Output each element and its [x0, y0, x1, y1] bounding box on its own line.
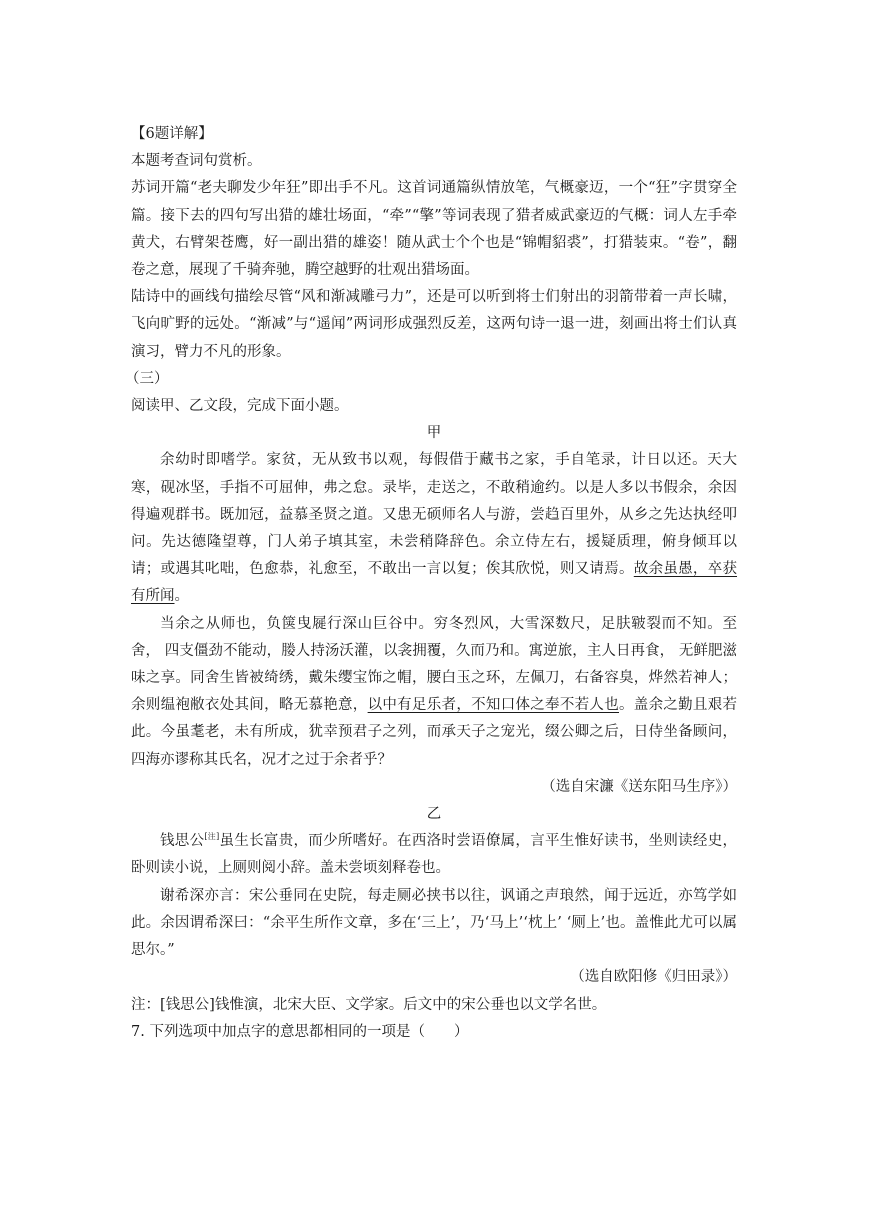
answer-paragraph-lu-shi: 陆诗中的画线句描绘尽管“风和渐减雕弓力”，还是可以听到将士们射出的羽箭带着一声长啸，飞向旷野的远处。“渐减”与“遥闻”两词形成强烈反差，这两句诗一退一进，刻画出将士们认真演习，臂力不凡的形象。 — [131, 289, 737, 360]
answer-intro: 本题考查词句赏析。 — [131, 153, 262, 170]
reading-instruction: 阅读甲、乙文段，完成下面小题。 — [131, 398, 349, 415]
passage-jia-p1-text: 余幼时即嗜学。家贫，无从致书以观，每假借于藏书之家，手自笔录，计日以还。天大寒，砚冰坚，手指不可屈伸，弗之怠。录毕，走送之，不敢稍逾约。以是人多以书假余，余因得遍观群书。既加冠，益慕圣贤之道。又患无硕师名人与游，尝趋百里外，从乡之先达执经叩问。先达德隆望尊，门人弟子填其室，未尝稍降辞色。余立侍左右，援疑质理，俯身倾耳以请；或遇其叱咄，色愈恭，礼愈至，不敢出一言以复；俟其欣悦，则又请焉。 — [131, 452, 737, 578]
document-body — [125, 121, 738, 1046]
passage-jia-heading: 甲 — [426, 425, 442, 442]
section-label-3: （三） — [125, 370, 169, 387]
passage-jia-p1-end: 。 — [174, 588, 189, 605]
passage-yi-paragraph-1 — [131, 828, 737, 882]
passage-jia-paragraph-2 — [131, 611, 737, 774]
passage-yi-name: 钱思公 — [160, 833, 205, 850]
passage-yi-source: （选自欧阳修《归田录》） — [570, 969, 737, 986]
passage-yi-heading: 乙 — [426, 806, 442, 823]
underlined-sentence-2: 以中有足乐者，不知口体之奉不若人也 — [367, 697, 619, 714]
footnote: 注：[钱思公]钱惟演，北宋大臣、文学家。后文中的宋公垂也以文学名世。 — [131, 996, 607, 1013]
passage-yi-paragraph-2: 谢希深亦言：宋公垂同在史院，每走厕必挟书以往，讽诵之声琅然，闻于远近，亦笃学如此。余因谓希深曰：“余平生所作文章，多在‘三上’，乃‘马上’‘枕上’ ‘厕上’也。盖惟此尤可以属思尔。” — [131, 887, 737, 959]
passage-jia-paragraph-1 — [131, 447, 737, 610]
passage-yi-p1-text: 虽生长富贵，而少所嗜好。在西洛时尝语僚属，言平生惟好读书，坐则读经史，卧则读小说，上厕则阅小辞。盖未尝顷刻释卷也。 — [131, 833, 738, 877]
section-heading-answer-6: 【6题详解】 — [131, 126, 213, 142]
passage-jia-source: （选自宋濂《送东阳马生序》） — [541, 778, 737, 795]
passage-jia-p2-text: 当余之从师也，负箧曳屣行深山巨谷中。穷冬烈风，大雪深数尺，足肤皲裂而不知。至舍， 四支僵劲不能动，媵人持汤沃灌，以衾拥覆，久而乃和。寓逆旅，主人日再食， 无鲜肥滋味之享。同舍生皆被绮绣，戴朱缨宝饰之帽，腰白玉之环，左佩刀，右备容臭，烨然若神人；余则缊袍敝衣处其间，略无慕艳意， — [131, 615, 737, 714]
footnote-marker: [注] — [204, 832, 220, 842]
answer-paragraph-su-ci: 苏词开篇“老夫聊发少年狂”即出手不凡。这首词通篇纵情放笔，气概豪迈，一个“狂”字贯穿全篇。接下去的四句写出猎的雄壮场面，“牵”“擎”等词表现了猎者威武豪迈的气概：词人左手牵黄犬，右臂架苍鹰，好一副出猎的雄姿！随从武士个个也是“锦帽貂裘”，打猎装束。“卷”，翻卷之意，展现了千骑奔驰，腾空越野的壮观出猎场面。 — [131, 180, 737, 279]
question-7: 7. 下列选项中加点字的意思都相同的一项是（ ） — [131, 1023, 469, 1040]
passage-jia-p2-end: 。盖余之勤且艰若此。今虽耄老，未有所成，犹幸预君子之列，而承天子之宠光，缀公卿之后，日侍坐备顾问，四海亦谬称其氏名，况才之过于余者乎？ — [131, 697, 738, 768]
underlined-sentence-1: 故余虽愚，卒获有所闻 — [131, 561, 738, 605]
